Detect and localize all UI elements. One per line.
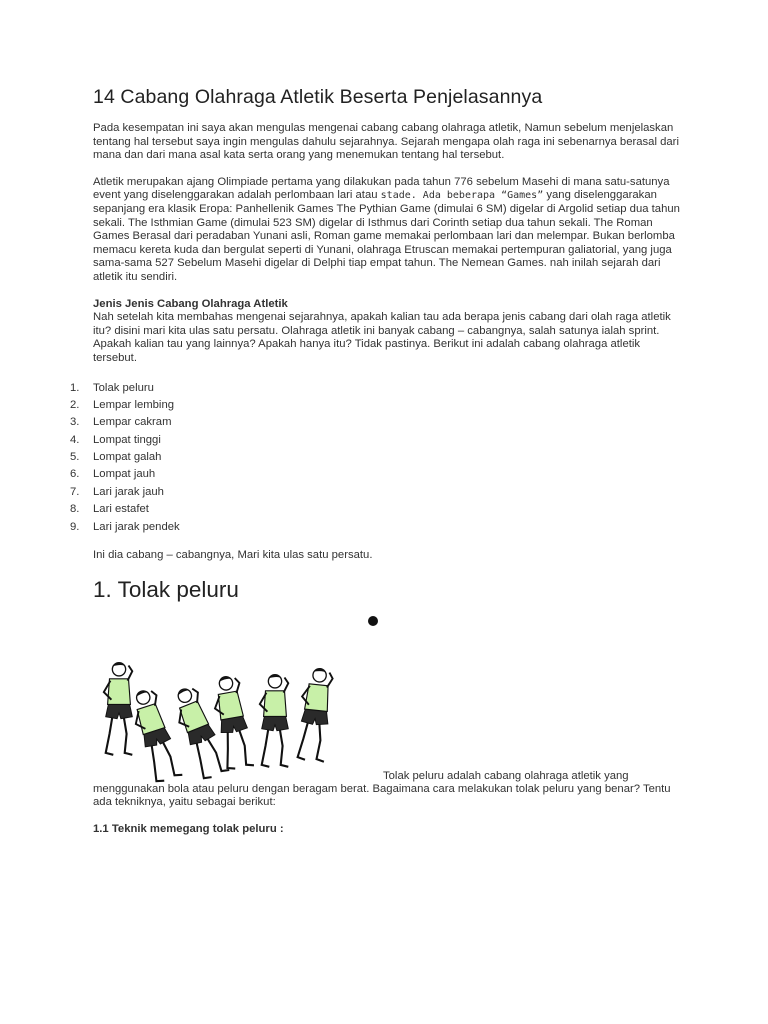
list-number: 3. [70,416,80,429]
list-label: Lompat jauh [93,468,156,481]
shot-put-ball-icon [368,616,378,626]
list-item [0,414,683,431]
list-item [0,432,683,449]
list-item [0,519,683,536]
page-title: 14 Cabang Olahraga Atletik Beserta Penjelasannya [93,86,543,108]
history-paragraph [93,176,683,285]
athlete-figure-1 [104,662,133,754]
list-label: Lompat galah [93,451,162,464]
shot-put-illustration [97,615,382,783]
list-number: 6. [70,468,80,481]
list-number: 2. [70,398,80,411]
list-item [0,466,683,483]
section1-paragraph: menggunakan bola atau peluru dengan beragam berat. Bagaimana cara melakukan tolak peluru yang benar? Tentu ada tekniknya, yaitu sebagai berikut: [93,782,671,809]
document-content [70,86,683,836]
list-number: 5. [70,451,80,464]
list-number: 7. [70,485,80,498]
sport-list [0,380,683,537]
history-text-1: Atletik merupakan ajang Olimpiade pertama yang dilakukan pada tahun 776 sebelum Masehi di mana satu-satunya event yang diselenggarakan adalah perlombaan lari atau [93,175,670,202]
list-outro: Ini dia cabang – cabangnya, Mari kita ulas satu persatu. [93,549,373,562]
list-label: Lempar cakram [93,416,172,429]
figure-caption: Tolak peluru adalah cabang olahraga atletik yang [383,769,629,782]
subsection-title: 1.1 Teknik memegang tolak peluru : [93,822,284,835]
list-item [0,484,683,501]
list-label: Lari estafet [93,503,149,516]
list-number: 8. [70,503,80,516]
list-number: 9. [70,520,80,533]
list-item [0,501,683,518]
athlete-figure-2 [127,687,183,783]
jenis-paragraph [93,298,683,366]
intro-paragraph: Pada kesempatan ini saya akan mengulas mengenai cabang cabang olahraga atletik, Namun sebelum menjelaskan tentang hal tersebut saya ingin mengulas dahulu sejarahnya. Sejarah mengapa olah raga ini sebenarnya berasal dari mana dan dari mana asal kata serta orang yang menemukan tentang hal tersebut. [93,122,679,162]
list-item [0,397,683,414]
list-label: Lempar lembing [93,398,175,411]
list-item [0,380,683,397]
athlete-figure-6 [296,667,334,762]
history-mono-text: stade. Ada beberapa “Games” [380,190,544,202]
list-number: 1. [70,381,80,394]
jenis-text: Nah setelah kita membahas mengenai sejarahnya, apakah kalian tau ada berapa jenis cabang dari olah raga atletik itu? disini mari kita ulas satu persatu. Olahraga atletik ini banyak cabang – cabangnya, salah satunya ialah sprint. Apakah kalian tau yang lainnya? Apakah hanya itu? Tidak pastinya. Berikut ini adalah cabang olahraga atletik tersebut. [93,311,671,364]
shot-put-figure [93,615,683,783]
list-label: Lari jarak pendek [93,520,180,533]
history-text-2: yang diselenggarakan sepanjang era klasik Eropa: Panhellenik Games The Pythian Game (dimulai 6 SM) digelar di Argolid setiap dua tahun sekali. The Isthmian Game (dimulai 523 SM) digelar di Isthmus dari Corinth setiap dua tahun sekali. The Roman Games Berasal dari peradaban Yunani asli, Roman game memakai perlombaan lari dan melempar. Bukan berlomba memacu kereta kuda dan bergulat seperti di Yunani, olahraga Etruscan memakai pertempuran galiatorial, yang juga sama-sama 527 Sebelum Masehi digelar di Delphi tiap empat tahun. The Nemean Games. nah inilah sejarah dari atletik itu sendiri. [93,189,680,283]
list-label: Lompat tinggi [93,433,161,446]
list-label: Lari jarak jauh [93,485,164,498]
section-title-tolak-peluru: 1. Tolak peluru [93,576,239,602]
list-number: 4. [70,433,80,446]
list-item [0,449,683,466]
list-label: Tolak peluru [93,381,154,394]
jenis-heading: Jenis Jenis Cabang Olahraga Atletik [93,297,288,310]
athlete-figure-5 [260,674,289,766]
